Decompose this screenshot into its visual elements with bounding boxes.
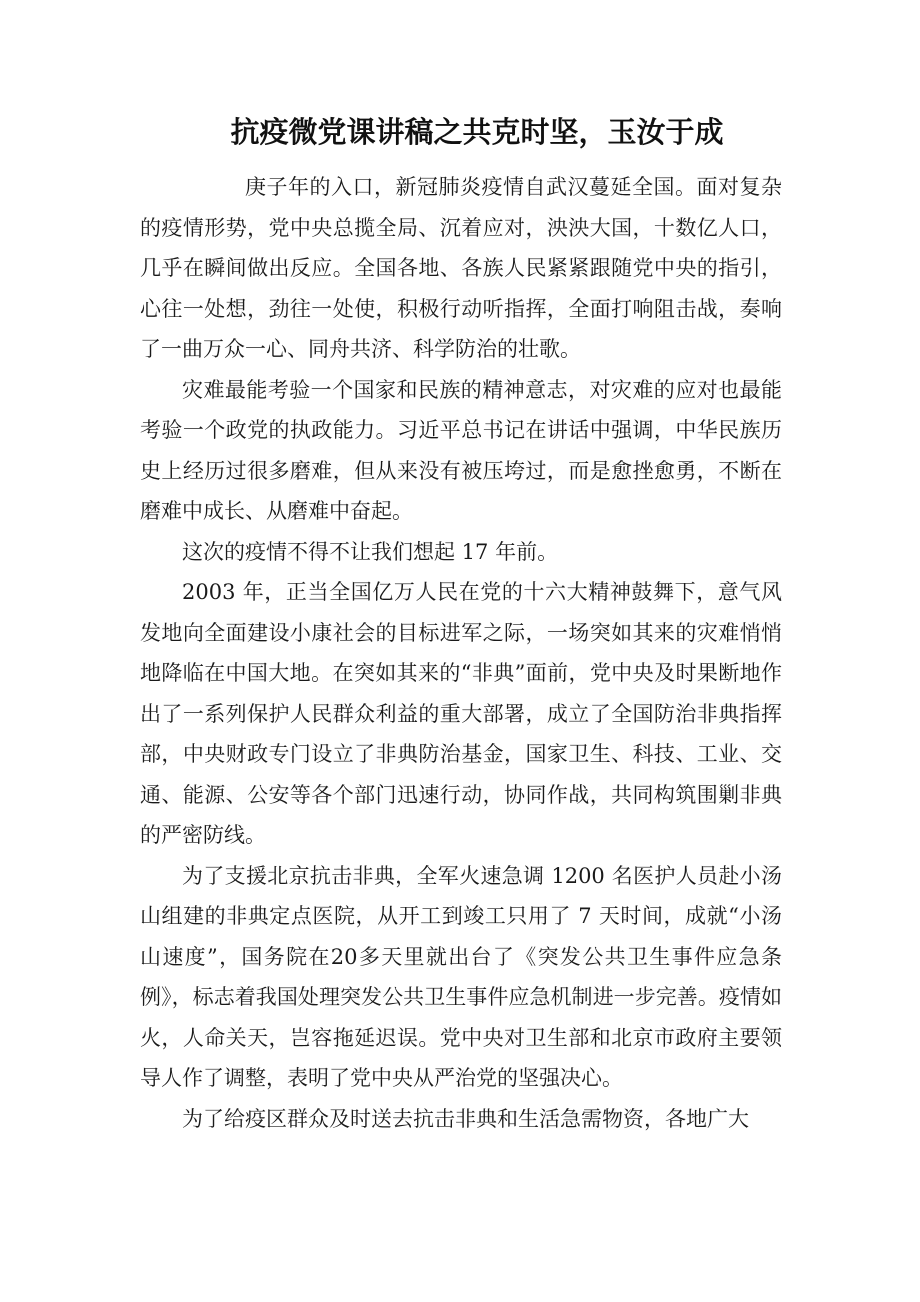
paragraph-4: 2003 年，正当全国亿万人民在党的十六大精神鼓舞下，意气风发地向全面建设小康社会的目标进军之际，一场突如其来的灾难悄悄地降临在中国大地。在突如其来的“非典”面前，党中央及时果断地作出了一系列保护人民群众利益的重大部署，成立了全国防治非典指挥部，中央财政专门设立了非典防治基金，国家卫生、科技、工业、交通、能源、公安等各个部门迅速行动，协同作战，共同构筑围剿非典的严密防线。: [140, 580, 782, 847]
document-title: 抗疫微党课讲稿之共克时坚，玉汝于成: [230, 115, 724, 149]
paragraph-6: 为了给疫区群众及时送去抗击非典和生活急需物资，各地广大: [182, 1106, 749, 1131]
document-body: [140, 167, 782, 1139]
paragraph-2: 灾难最能考验一个国家和民族的精神意志，对灾难的应对也最能考验一个政党的执政能力。习近平总书记在讲话中强调，中华民族历史上经历过很多磨难，但从来没有被压垮过，而是愈挫愈勇，不断在磨难中成长、从磨难中奋起。: [140, 377, 782, 523]
paragraph-3: 这次的疫情不得不让我们想起 17 年前。: [182, 539, 559, 564]
paragraph-1: 庚子年的入口，新冠肺炎疫情自武汉蔓延全国。面对复杂的疫情形势，党中央总揽全局、沉着应对，泱泱大国，十数亿人口，几乎在瞬间做出反应。全国各地、各族人民紧紧跟随党中央的指引，心往一处想，劲往一处使，积极行动听指挥，全面打响阻击战，奏响了一曲万众一心、同舟共济、科学防治的壮歌。: [140, 175, 782, 361]
paragraph-5: 为了支援北京抗击非典，全军火速急调 1200 名医护人员赴小汤山组建的非典定点医院，从开工到竣工只用了 7 天时间，成就“小汤山速度”，国务院在20多天里就出台了《突发公共卫生事件应急条例》，标志着我国处理突发公共卫生事件应急机制进一步完善。疫情如火，人命关天，岂容拖延迟误。党中央对卫生部和北京市政府主要领导人作了调整，表明了党中央从严治党的坚强决心。: [140, 863, 782, 1090]
